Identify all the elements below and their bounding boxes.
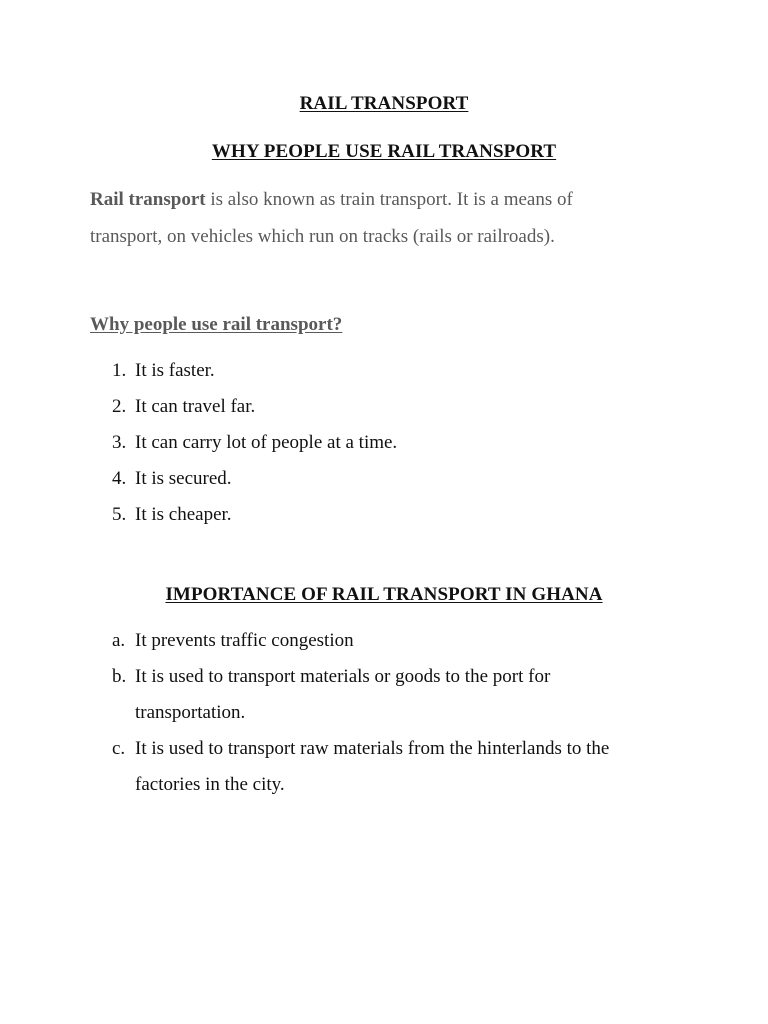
- list-item-text: It is cheaper.: [135, 504, 232, 525]
- list-marker: 5.: [112, 504, 127, 525]
- intro-line-1: is also known as train transport. It is a means of: [205, 189, 573, 210]
- intro-term: Rail transport: [90, 189, 206, 210]
- list-marker: 3.: [112, 432, 127, 453]
- list-marker: a.: [112, 630, 126, 651]
- importance-list: [0, 628, 768, 808]
- intro-paragraph: [90, 181, 690, 255]
- list-item: [0, 502, 768, 538]
- reasons-list: [0, 358, 768, 538]
- list-marker: 2.: [112, 396, 127, 417]
- section-heading-why-people-use: WHY PEOPLE USE RAIL TRANSPORT: [211, 141, 557, 162]
- list-marker: 4.: [112, 468, 127, 489]
- list-item-text: It is faster.: [135, 360, 215, 381]
- list-item-text: It is secured.: [135, 468, 232, 489]
- list-marker: c.: [112, 738, 126, 759]
- list-item: [0, 664, 768, 736]
- subheading-why-question: Why people use rail transport?: [90, 314, 343, 335]
- list-item-text: It prevents traffic congestion: [135, 630, 354, 651]
- list-marker: b.: [112, 666, 127, 687]
- list-marker: 1.: [112, 360, 127, 381]
- list-item-text: It is used to transport materials or goods to the port for transportation.: [135, 666, 551, 723]
- list-item-text: It can carry lot of people at a time.: [135, 432, 398, 453]
- intro-line-2: transport, on vehicles which run on tracks (rails or railroads).: [90, 226, 555, 247]
- document-title: RAIL TRANSPORT: [299, 93, 469, 114]
- list-item-text: It is used to transport raw materials from the hinterlands to the factories in the city.: [135, 738, 610, 795]
- section-heading-importance: IMPORTANCE OF RAIL TRANSPORT IN GHANA: [165, 584, 603, 605]
- list-item-text: It can travel far.: [135, 396, 256, 417]
- list-item: [0, 736, 768, 808]
